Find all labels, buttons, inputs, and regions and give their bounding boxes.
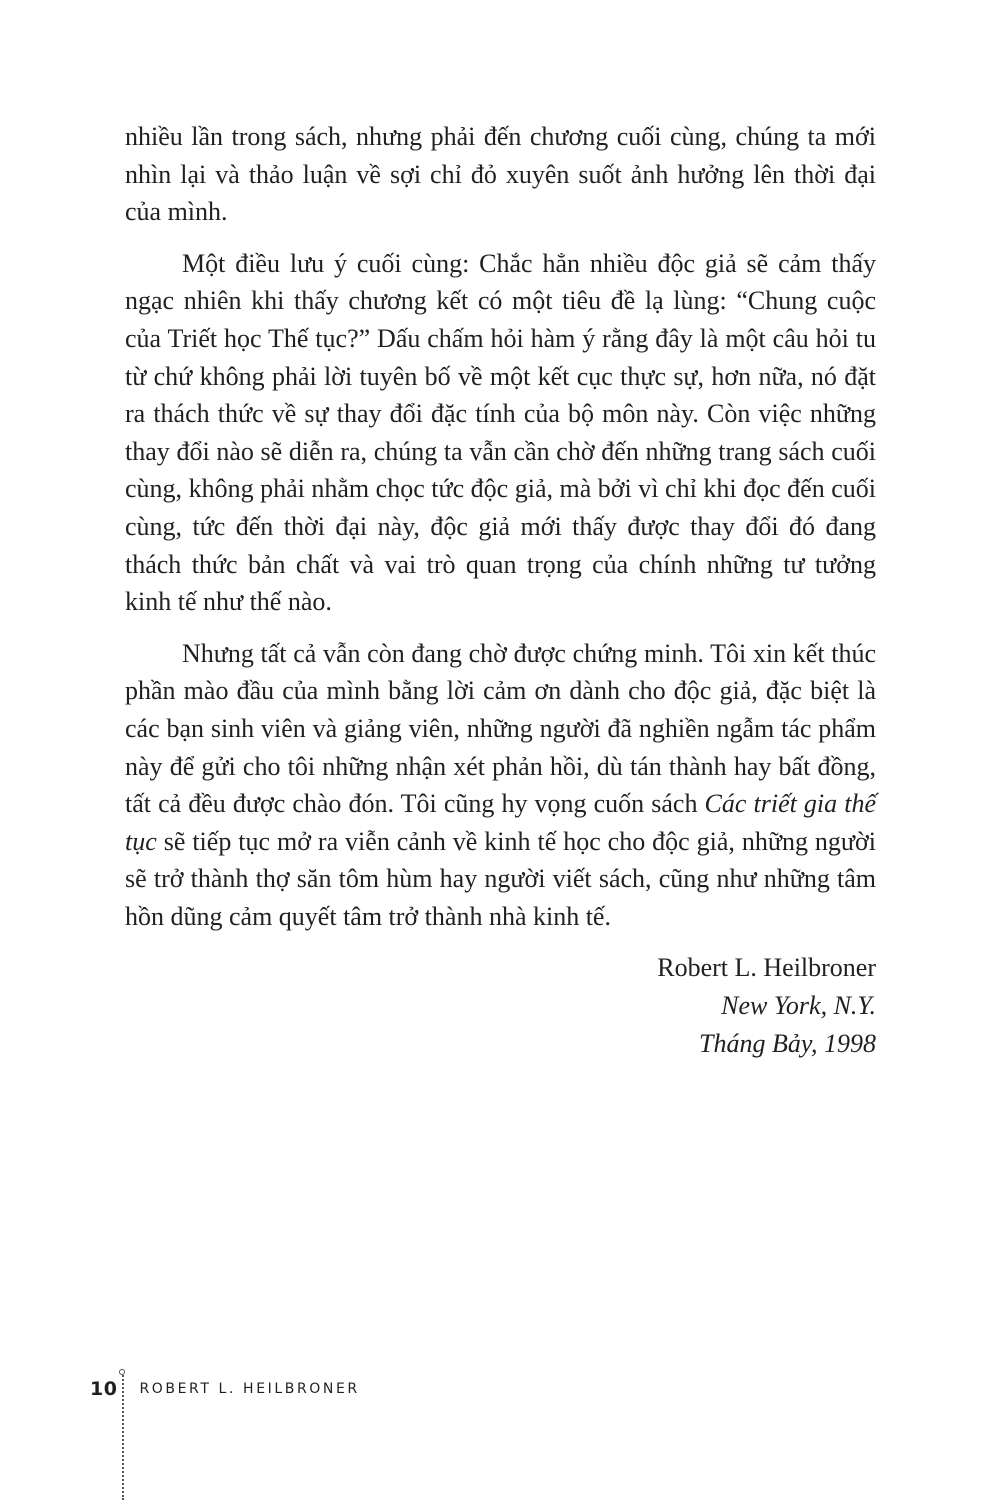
text-segment: Một điều lưu ý cuối cùng: Chắc hẳn nhiều độc giả sẽ cảm thấy ngạc nhiên khi thấy chương kết có một tiêu đề lạ lùng: “Chung cuộc của Triết học Thế tục?” Dấu chấm hỏi hàm ý rằng đây là một câu hỏi tu từ chứ không phải lời tuyên bố về một kết cục thực sự, hơn nữa, nó đặt ra thách thức về sự thay đổi đặc tính của bộ môn này. Còn việc những thay đổi nào sẽ diễn ra, chúng ta vẫn cần chờ đến những trang sách cuối cùng, không phải nhằm chọc tức độc giả, mà bởi vì chỉ khi đọc đến cuối cùng, tức đến thời đại này, độc giả mới thấy được thay đổi đó đang thách thức bản chất và vai trò quan trọng của chính những tư tưởng kinh tế như thế nào. <box>125 248 876 617</box>
italic-book-title: Các triết gia thế tục <box>125 789 877 856</box>
text-segment: nhiều lần trong sách, nhưng phải đến chương cuối cùng, chúng ta mới nhìn lại và thảo luận về sợi chỉ đỏ xuyên suốt ảnh hưởng lên thời đại của mình. <box>125 122 876 227</box>
text-segment: Nhưng tất cả vẫn còn đang chờ được chứng minh. Tôi xin kết thúc phần mào đầu của mình bằng lời cảm ơn dành cho độc giả, đặc biệt là các bạn sinh viên và giảng viên, những người đã nghiền ngẫm tác phẩm này để gửi cho tôi những nhận xét phản hồi, dù tán thành hay bất đồng, tất cả đều được chào đón. Tôi cũng hy vọng cuốn sách <box>125 638 876 819</box>
signature-place: New York, N.Y. <box>721 991 876 1021</box>
paragraph-2 <box>125 245 876 621</box>
paragraph-3 <box>125 635 876 936</box>
page-number: 10 <box>90 1378 118 1400</box>
running-head: ROBERT L. HEILBRONER <box>139 1381 360 1397</box>
text-segment: sẽ tiếp tục mở ra viễn cảnh về kinh tế học cho độc giả, những người sẽ trở thành thợ săn tôm hùm hay người viết sách, cũng như những tâm hồn dũng cảm quyết tâm trở thành nhà kinh tế. <box>125 826 876 931</box>
page-footer <box>90 1375 360 1403</box>
page-body <box>125 118 876 1062</box>
signature-date: Tháng Bảy, 1998 <box>699 1028 876 1058</box>
signature-block <box>125 949 876 1062</box>
signature-author: Robert L. Heilbroner <box>657 953 876 983</box>
paragraph-1 <box>125 118 876 231</box>
